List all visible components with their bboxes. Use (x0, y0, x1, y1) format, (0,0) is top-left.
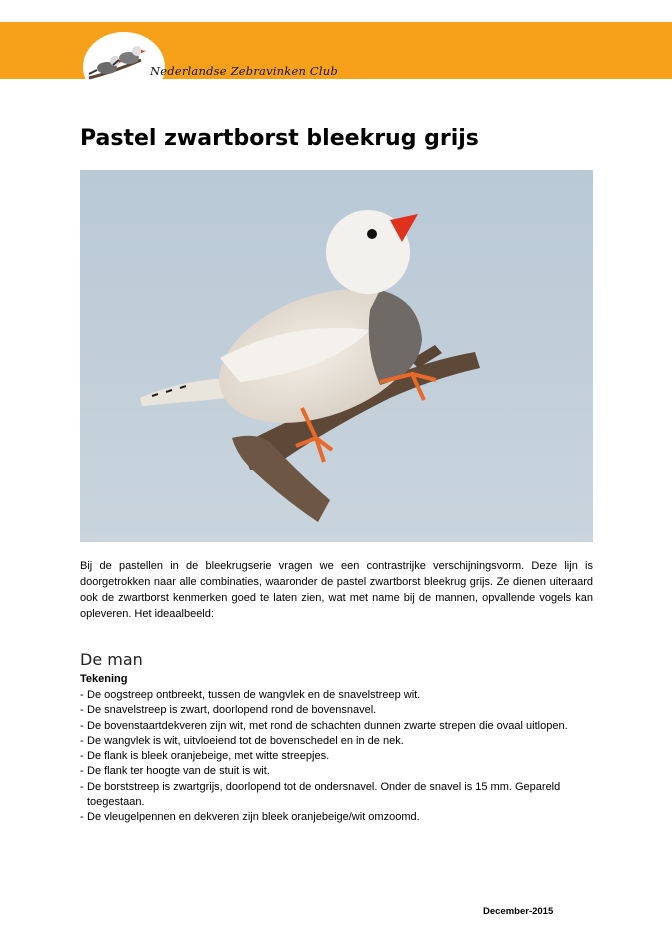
criteria-list (80, 688, 600, 826)
club-name: Nederlandse Zebravinken Club (150, 64, 338, 78)
section-heading: De man (80, 650, 143, 669)
list-item: - De borststreep is zwartgrijs, doorlopend tot de ondersnavel. Onder de snavel is 15 mm. Gepareld toegestaan. (80, 780, 600, 811)
list-item: - De oogstreep ontbreekt, tussen de wangvlek en de snavelstreep wit. (80, 688, 600, 703)
bird-photo (80, 170, 593, 542)
list-item: - De vleugelpennen en dekveren zijn bleek oranjebeige/wit omzoomd. (80, 810, 600, 825)
footer-date: December-2015 (483, 906, 554, 917)
list-item: - De flank ter hoogte van de stuit is wit. (80, 764, 600, 779)
list-item: - De flank is bleek oranjebeige, met witte streepjes. (80, 749, 600, 764)
list-item: - De snavelstreep is zwart, doorlopend rond de bovensnavel. (80, 703, 600, 718)
section-subheading: Tekening (80, 673, 128, 685)
header-bar (0, 22, 672, 79)
list-item: - De bovenstaartdekveren zijn wit, met rond de schachten dunnen zwarte strepen die ovaal uitlopen. (80, 719, 600, 734)
intro-paragraph: Bij de pastellen in de bleekrugserie vragen we een contrastrijke verschijningsvorm. Deze lijn is doorgetrokken naar alle combinaties, waaronder de pastel zwartborst bleekrug grijs. Ze dienen uiteraard ook de zwartborst kenmerken goed te laten zien, wat met name bij de mannen, opvallende vogels kan opleveren. Het ideaalbeeld: (80, 560, 593, 620)
list-item: - De wangvlek is wit, uitvloeiend tot de bovenschedel en in de nek. (80, 734, 600, 749)
page-title: Pastel zwartborst bleekrug grijs (80, 126, 479, 151)
